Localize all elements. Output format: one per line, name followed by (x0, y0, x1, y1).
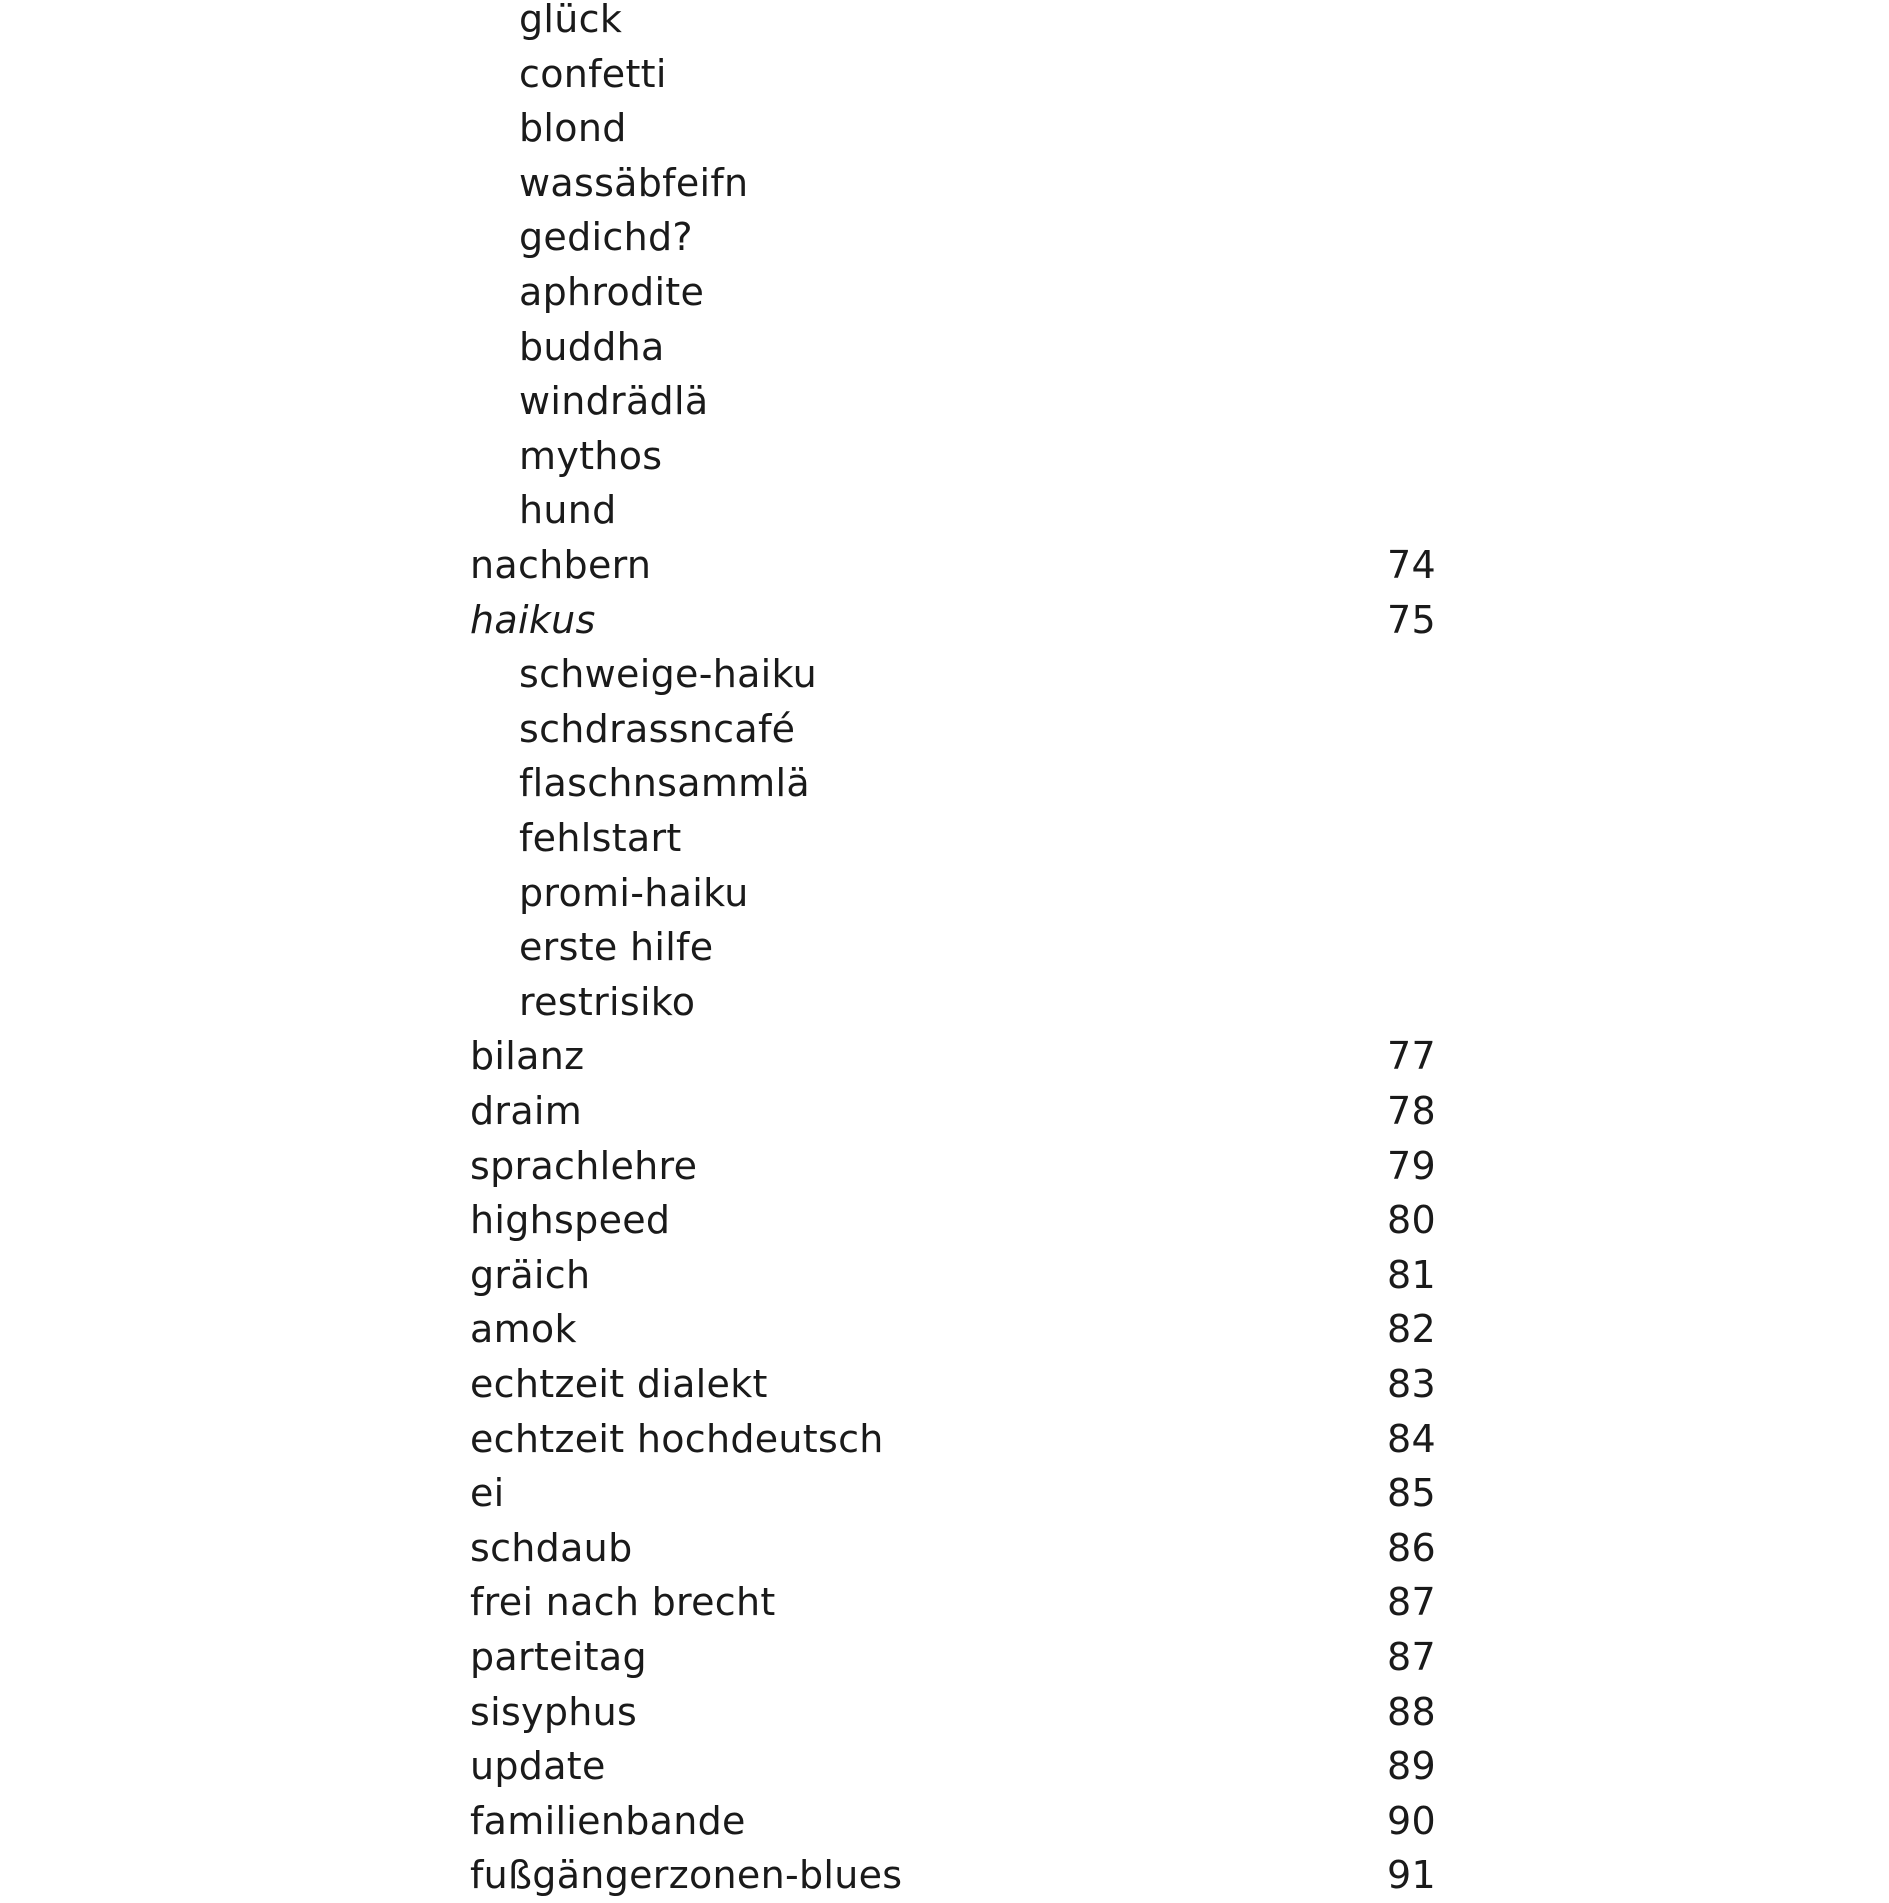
page-number: 88 (1387, 1689, 1436, 1734)
entry-title: update (470, 1744, 606, 1789)
toc-entry (0, 1084, 1889, 1139)
toc-subentry (0, 156, 1889, 211)
page-number: 87 (1387, 1635, 1436, 1679)
toc-entry (0, 1248, 1889, 1303)
entry-title: schweige-haiku (519, 652, 818, 697)
entry-title: draim (470, 1089, 583, 1133)
entry-title: echtzeit dialekt (470, 1362, 768, 1406)
entry-title: ei (470, 1471, 505, 1516)
page-number: 81 (1387, 1252, 1436, 1297)
toc-entry (0, 1630, 1889, 1685)
entry-title: familienbande (470, 1798, 746, 1843)
toc-entry (0, 1357, 1889, 1412)
entry-title: schdrassncafé (519, 706, 796, 751)
toc-subentry (0, 320, 1889, 375)
page-number: 91 (1387, 1853, 1436, 1898)
toc-entry (0, 1193, 1889, 1248)
toc-entry (0, 1739, 1889, 1794)
toc-subentry (0, 429, 1889, 484)
entry-title: glück (519, 0, 623, 41)
entry-title: wassäbfeifn (519, 160, 749, 205)
entry-title: gräich (470, 1252, 591, 1297)
entry-title: aphrodite (519, 270, 705, 314)
entry-title: amok (470, 1307, 577, 1352)
entry-title: mythos (519, 433, 663, 478)
entry-title: buddha (519, 324, 665, 369)
toc-entry (0, 1848, 1889, 1903)
page-number: 82 (1387, 1307, 1436, 1352)
entry-title: flaschnsammlä (519, 761, 810, 806)
page-number: 74 (1387, 543, 1436, 587)
toc-subentry (0, 811, 1889, 866)
entry-title: schdaub (470, 1525, 633, 1570)
toc-subentry (0, 483, 1889, 538)
toc-subentry (0, 210, 1889, 265)
toc-subentry (0, 101, 1889, 156)
toc-entry (0, 1302, 1889, 1357)
toc-subentry (0, 647, 1889, 702)
entry-title: confetti (519, 51, 667, 96)
entry-title: promi-haiku (519, 870, 749, 915)
entry-title: blond (519, 106, 627, 151)
page-number: 87 (1387, 1580, 1436, 1625)
toc-entry (0, 1685, 1889, 1740)
entry-title: haikus (470, 597, 596, 642)
entry-title: nachbern (470, 543, 652, 587)
page-number: 83 (1387, 1362, 1436, 1406)
page-number: 89 (1387, 1744, 1436, 1789)
page-number: 84 (1387, 1416, 1436, 1461)
toc-entry (0, 1794, 1889, 1849)
entry-title: echtzeit hochdeutsch (470, 1416, 884, 1461)
entry-title: erste hilfe (519, 925, 714, 970)
toc-entry (0, 538, 1889, 593)
entry-title: fehlstart (519, 816, 682, 860)
entry-title: parteitag (470, 1635, 647, 1679)
page-number: 80 (1387, 1198, 1436, 1243)
toc-entry (0, 1139, 1889, 1194)
page-number: 78 (1387, 1089, 1436, 1133)
entry-title: restrisiko (519, 979, 696, 1024)
toc-subentry (0, 866, 1889, 921)
toc-entry (0, 1466, 1889, 1521)
entry-title: windrädlä (519, 379, 709, 424)
toc-subentry (0, 756, 1889, 811)
toc-entry (0, 1521, 1889, 1576)
toc-subentry (0, 702, 1889, 757)
entry-title: highspeed (470, 1198, 671, 1243)
page-number: 77 (1387, 1034, 1436, 1079)
toc-subentry (0, 975, 1889, 1030)
page-number: 75 (1387, 597, 1436, 642)
entry-title: sisyphus (470, 1689, 638, 1734)
entry-title: fußgängerzonen-blues (470, 1853, 903, 1898)
entry-title: hund (519, 488, 617, 533)
entry-title: bilanz (470, 1034, 585, 1079)
toc-subentry (0, 265, 1889, 320)
toc-subentry (0, 0, 1889, 47)
toc-subentry (0, 920, 1889, 975)
entry-title: gedichd? (519, 215, 693, 260)
entry-title: sprachlehre (470, 1143, 698, 1188)
toc-subentry (0, 374, 1889, 429)
toc-entry (0, 593, 1889, 648)
toc-entry (0, 1029, 1889, 1084)
page-number: 90 (1387, 1798, 1436, 1843)
entry-title: frei nach brecht (470, 1580, 776, 1625)
toc-entry (0, 1575, 1889, 1630)
page-number: 79 (1387, 1143, 1436, 1188)
page-number: 86 (1387, 1525, 1436, 1570)
toc-entry (0, 1412, 1889, 1467)
toc-subentry (0, 47, 1889, 102)
page-number: 85 (1387, 1471, 1436, 1516)
